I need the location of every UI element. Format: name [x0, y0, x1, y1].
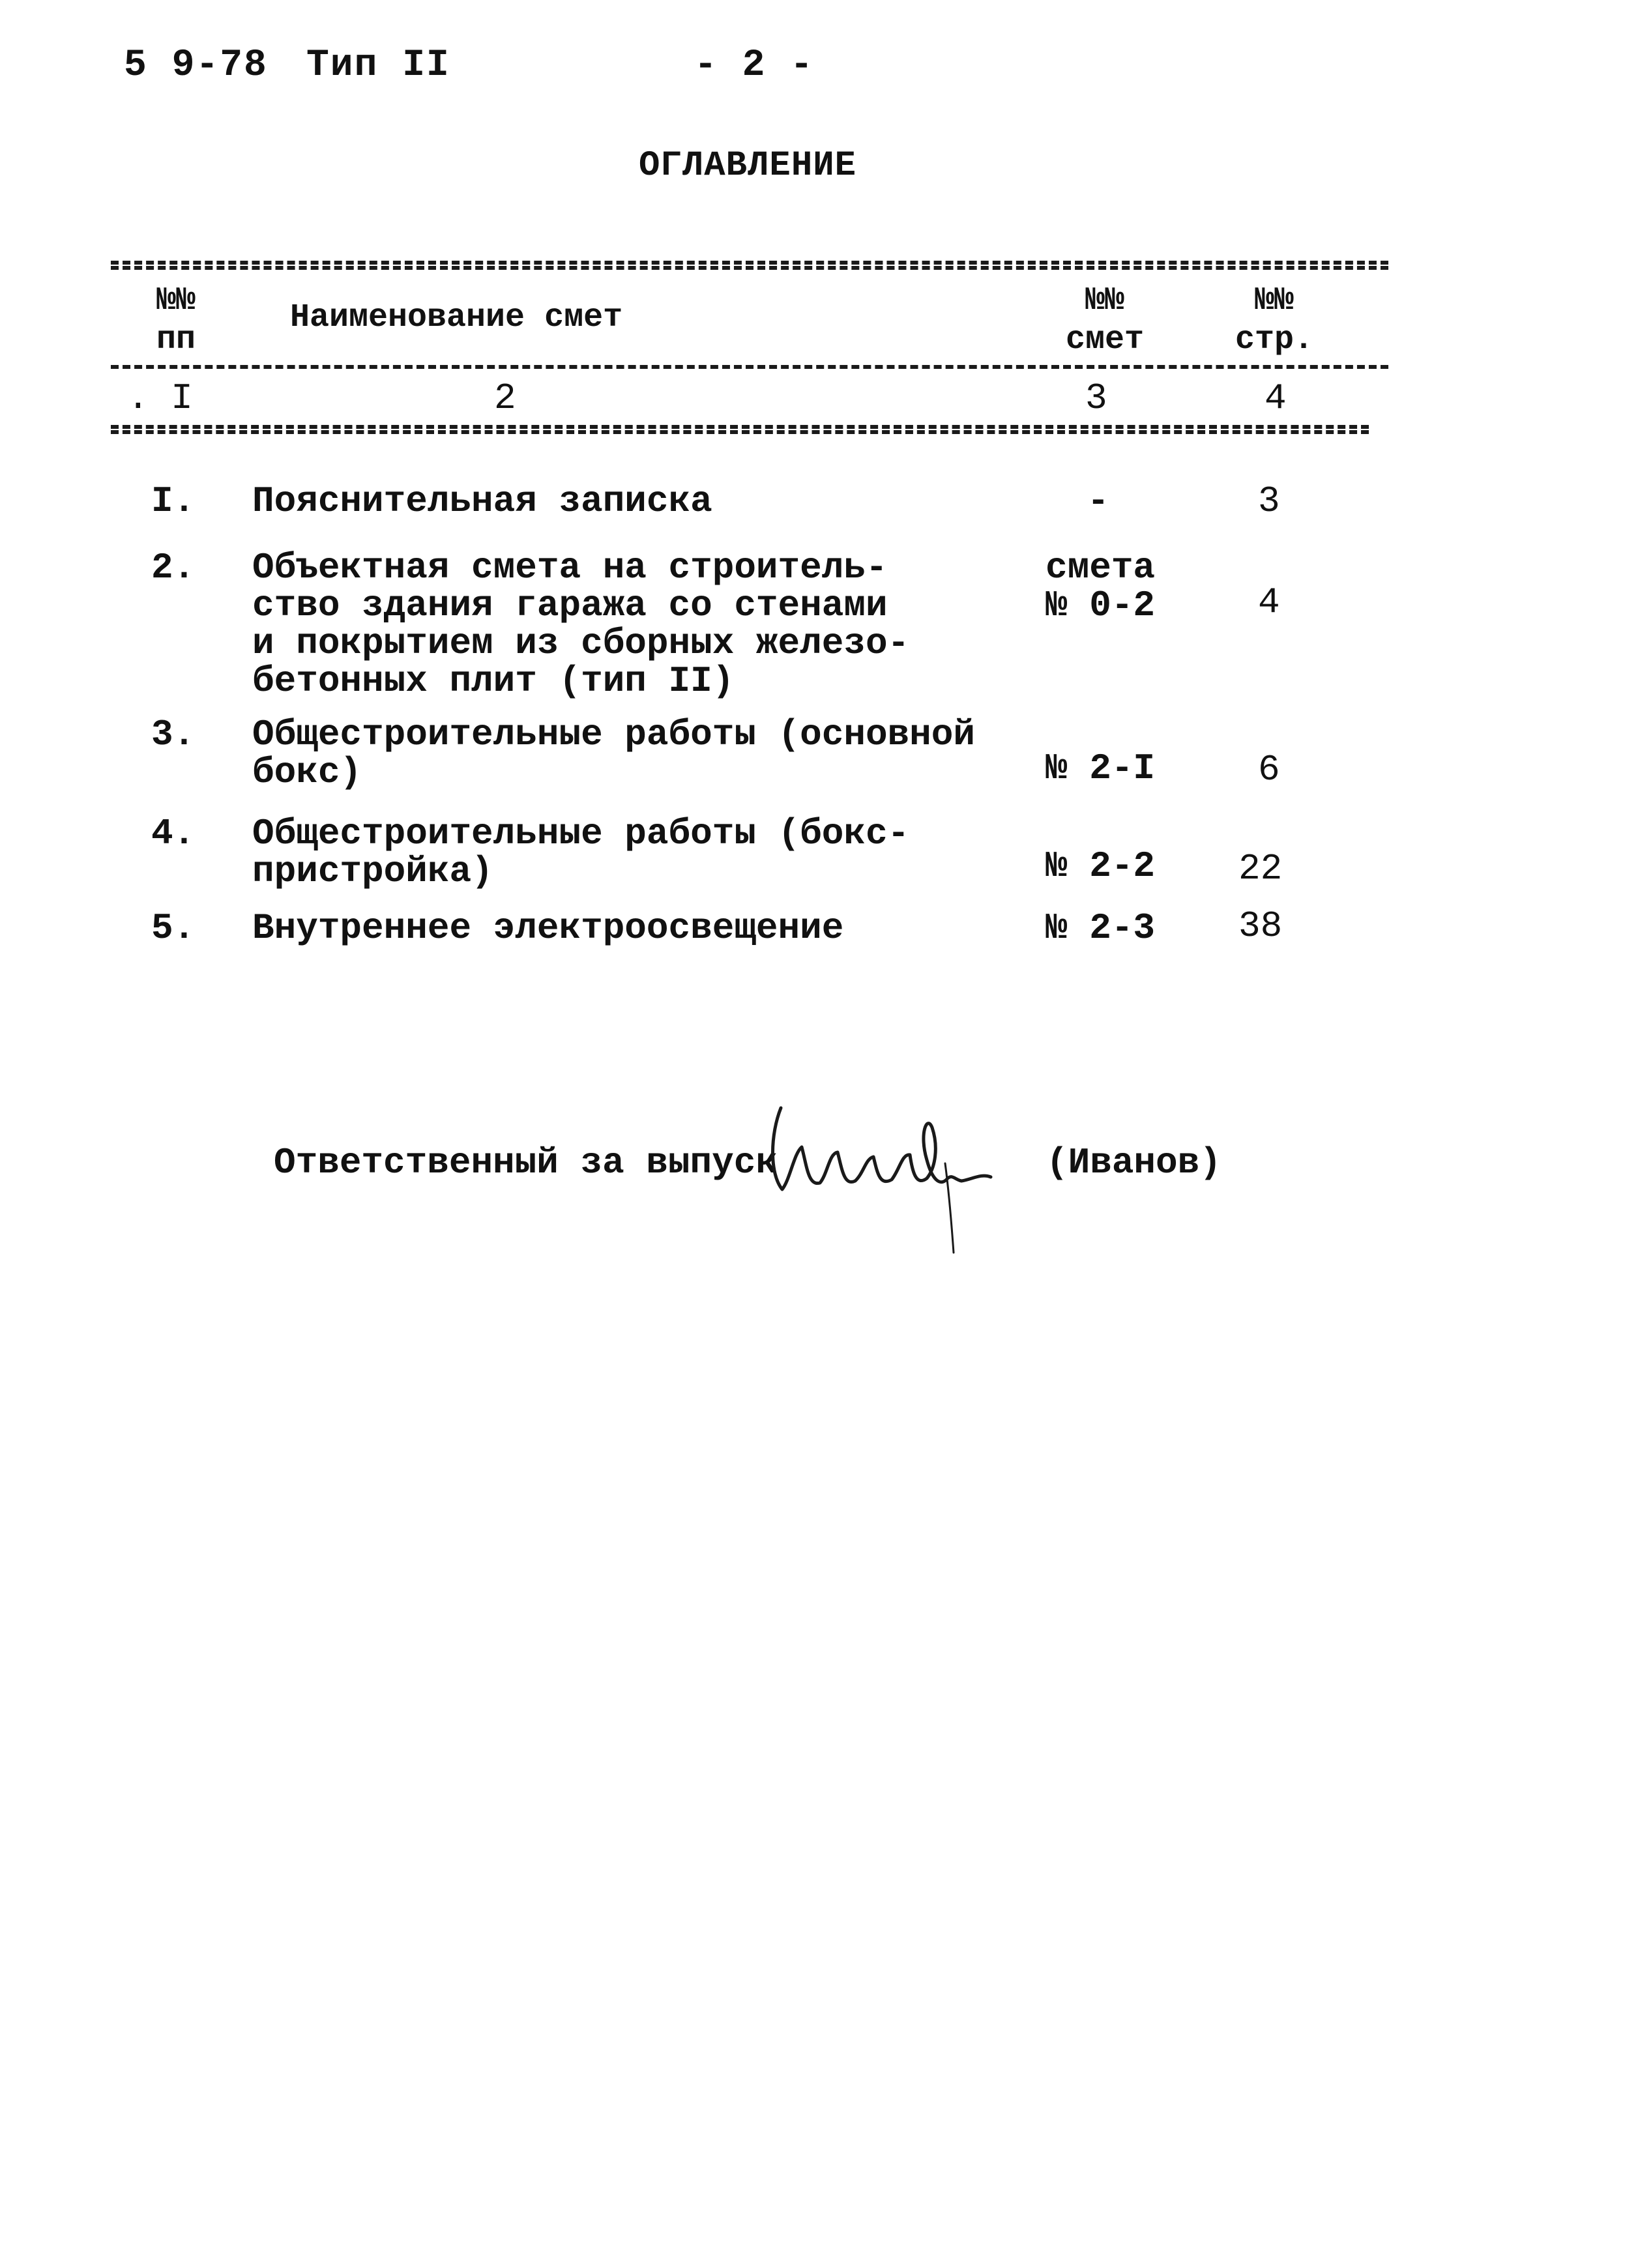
row-page: 22	[1238, 848, 1283, 890]
page-number: - 2 -	[694, 44, 815, 87]
row-name: Общестроительные работы (бокс- пристройка)	[252, 813, 910, 892]
row-estimate: смета № 0-2	[1046, 547, 1156, 626]
responsible-label: Ответственный за выпуск	[274, 1142, 778, 1184]
row-estimate: № 2-3	[1046, 907, 1156, 949]
column-number-4: 4	[1265, 377, 1287, 419]
row-number: 2.	[151, 547, 196, 589]
table-header-rule	[111, 365, 1388, 369]
row-number: I.	[151, 480, 196, 522]
table-top-rule	[111, 261, 1388, 270]
row-estimate: № 2-I	[1046, 748, 1156, 789]
row-estimate: № 2-2	[1046, 845, 1156, 887]
page-title: ОГЛАВЛЕНИЕ	[639, 146, 857, 186]
row-page: 3	[1258, 480, 1280, 522]
row-name: Пояснительная записка	[252, 480, 712, 522]
column-header-name: Наименование смет	[290, 299, 623, 336]
row-estimate: -	[1087, 480, 1109, 522]
row-name: Объектная смета на строитель- ство здания гаража со стенами и покрытием из сборных железо- бетонных плит (тип II)	[252, 547, 910, 702]
column-number-3: 3	[1085, 377, 1107, 419]
row-number: 3.	[151, 714, 196, 755]
column-number-1: . I	[127, 377, 193, 419]
row-name: Общестроительные работы (основной бокс)	[252, 714, 975, 793]
column-header-num: №№ пп	[156, 282, 196, 358]
column-header-page: №№ стр.	[1235, 282, 1314, 358]
row-name: Внутреннее электроосвещение	[252, 907, 844, 949]
document-type: Тип II	[306, 44, 450, 87]
row-page: 38	[1238, 905, 1283, 947]
table-numbers-rule	[111, 425, 1369, 434]
column-header-estimate: №№ смет	[1065, 282, 1145, 358]
row-page: 6	[1258, 749, 1280, 791]
row-number: 4.	[151, 813, 196, 854]
column-number-2: 2	[494, 377, 516, 419]
signature-name: (Иванов)	[1046, 1142, 1221, 1184]
row-page: 4	[1258, 581, 1280, 623]
handwritten-signature	[756, 1082, 1017, 1264]
row-number: 5.	[151, 907, 196, 949]
document-code: 5 9-78	[124, 44, 268, 87]
